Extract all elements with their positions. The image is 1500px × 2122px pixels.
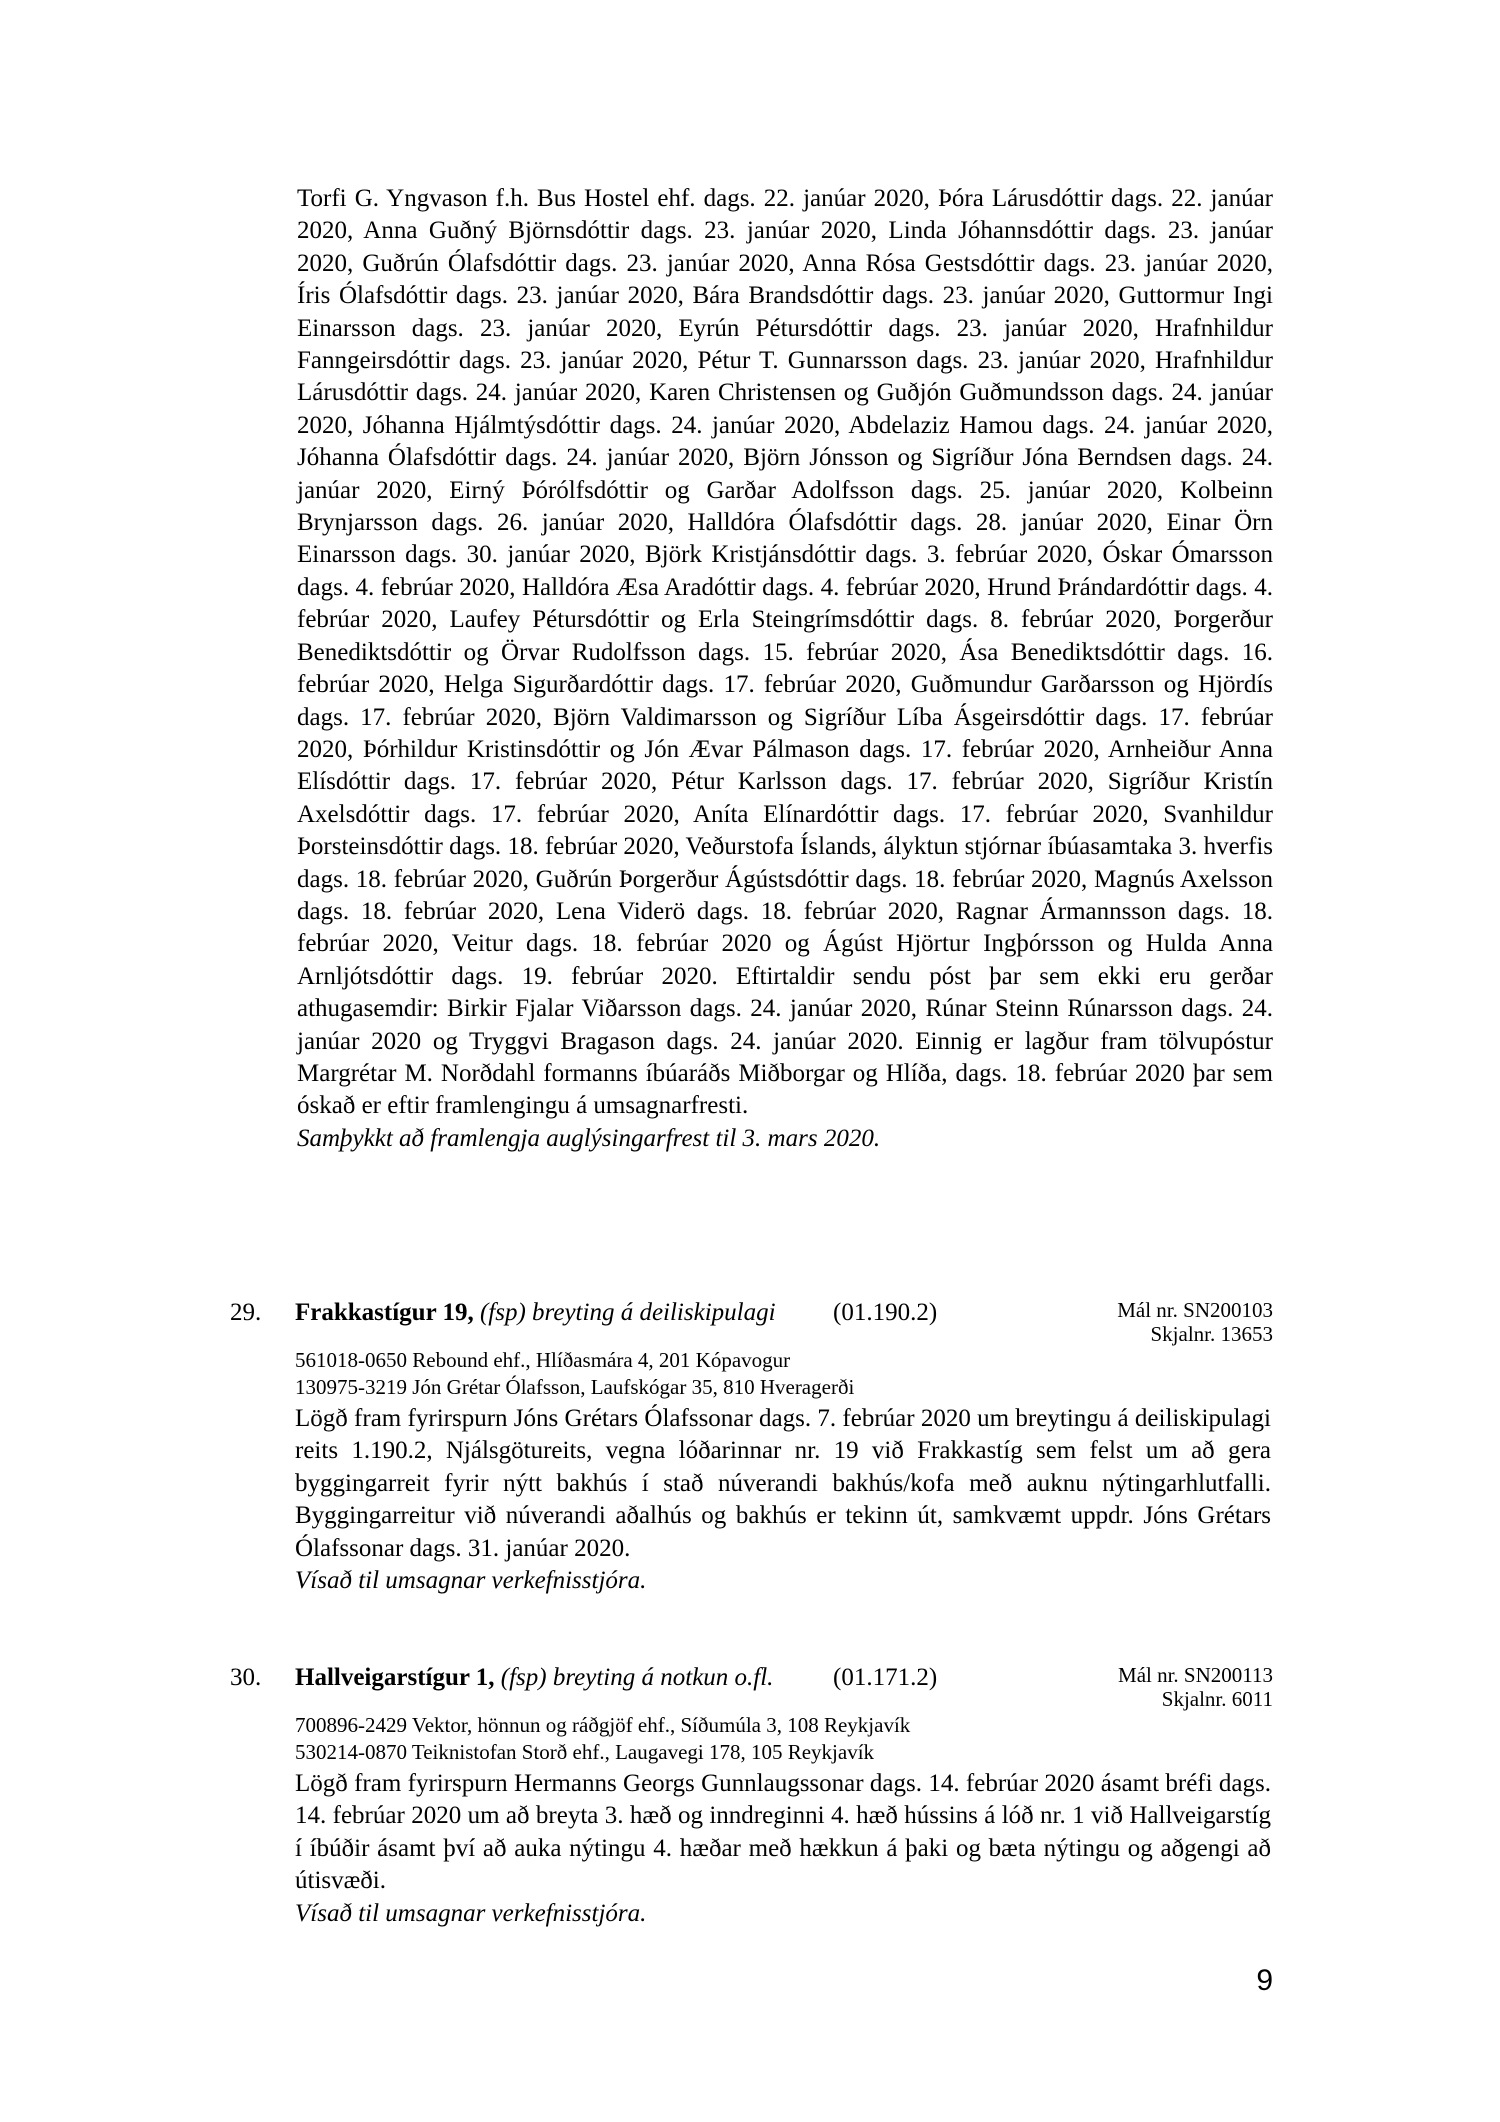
continuation-decision: Samþykkt að framlengja auglýsingarfrest til 3. mars 2020.: [297, 1124, 881, 1152]
item-30-plan-code: (01.171.2): [833, 1664, 938, 1691]
item-29-decision: Vísað til umsagnar verkefnisstjóra.: [295, 1567, 647, 1595]
item-30-case-refs: [1001, 1660, 1273, 1711]
item-30-title: [295, 1660, 833, 1695]
continuation-paragraph: Torfi G. Yngvason f.h. Bus Hostel ehf. dags. 22. janúar 2020, Þóra Lárusdóttir dags. 22. janúar 2020, Anna Guðný Björnsdóttir dags. 23. janúar 2020, Linda Jóhannsdóttir dags. 23. janúar 2020, Guðrún Ólafsdóttir dags. 23. janúar 2020, Anna Rósa Gestsdóttir dags. 23. janúar 2020, Íris Ólafsdóttir dags. 23. janúar 2020, Bára Brandsdóttir dags. 23. janúar 2020, Guttormur Ingi Einarsson dags. 23. janúar 2020, Eyrún Pétursdóttir dags. 23. janúar 2020, Hrafnhildur Fanngeirsdóttir dags. 23. janúar 2020, Pétur T. Gunnarsson dags. 23. janúar 2020, Hrafnhildur Lárusdóttir dags. 24. janúar 2020, Karen Christensen og Guðjón Guðmundsson dags. 24. janúar 2020, Jóhanna Hjálmtýsdóttir dags. 24. janúar 2020, Abdelaziz Hamou dags. 24. janúar 2020, Jóhanna Ólafsdóttir dags. 24. janúar 2020, Björn Jónsson og Sigríður Jóna Berndsen dags. 24. janúar 2020, Eirný Þórólfsdóttir og Garðar Adolfsson dags. 25. janúar 2020, Kolbeinn Brynjarsson dags. 26. janúar 2020, Halldóra Ólafsdóttir dags. 28. janúar 2020, Einar Örn Einarsson dags. 30. janúar 2020, Björk Kristjánsdóttir dags. 3. febrúar 2020, Óskar Ómarsson dags. 4. febrúar 2020, Halldóra Æsa Aradóttir dags. 4. febrúar 2020, Hrund Þrándardóttir dags. 4. febrúar 2020, Laufey Pétursdóttir og Erla Steingrímsdóttir dags. 8. febrúar 2020, Þorgerður Benediktsdóttir og Örvar Rudolfsson dags. 15. febrúar 2020, Ása Benediktsdóttir dags. 16. febrúar 2020, Helga Sigurðardóttir dags. 17. febrúar 2020, Guðmundur Garðarsson og Hjördís dags. 17. febrúar 2020, Björn Valdimarsson og Sigríður Líba Ásgeirsdóttir dags. 17. febrúar 2020, Þórhildur Kristinsdóttir og Jón Ævar Pálmason dags. 17. febrúar 2020, Arnheiður Anna Elísdóttir dags. 17. febrúar 2020, Pétur Karlsson dags. 17. febrúar 2020, Sigríður Kristín Axelsdóttir dags. 17. febrúar 2020, Aníta Elínardóttir dags. 17. febrúar 2020, Svanhildur Þorsteinsdóttir dags. 18. febrúar 2020, Veðurstofa Íslands, ályktun stjórnar íbúasamtaka 3. hverfis dags. 18. febrúar 2020, Guðrún Þorgerður Ágústsdóttir dags. 18. febrúar 2020, Magnús Axelsson dags. 18. febrúar 2020, Lena Viderö dags. 18. febrúar 2020, Ragnar Ármannsson dags. 18. febrúar 2020, Veitur dags. 18. febrúar 2020 og Ágúst Hjörtur Ingþórsson og Hulda Anna Arnljótsdóttir dags. 19. febrúar 2020. Eftirtaldir sendu póst þar sem ekki eru gerðar athugasemdir: Birkir Fjalar Viðarsson dags. 24. janúar 2020, Rúnar Steinn Rúnarsson dags. 24. janúar 2020 og Tryggvi Bragason dags. 24. janúar 2020. Einnig er lagður fram tölvupóstur Margrétar M. Norðdahl formanns íbúaráðs Miðborgar og Hlíða, dags. 18. febrúar 2020 þar sem óskað er eftir framlengingu á umsagnarfresti.: [297, 185, 1273, 1120]
item-30-body: Lögð fram fyrirspurn Hermanns Georgs Gunnlaugssonar dags. 14. febrúar 2020 ásamt bréfi dags. 14. febrúar 2020 um að breyta 3. hæð og inndreginni 4. hæð hússins á lóð nr. 1 við Hallveigarstíg í íbúðir ásamt því að auka nýtingu 4. hæðar með hækkun á þaki og bæta nýtingu og aðgengi að útisvæði.: [295, 1770, 1271, 1895]
agenda-item-29: [230, 1295, 1273, 1597]
item-30-title-type: (fsp) breyting á notkun o.fl.: [500, 1664, 774, 1691]
agenda-item-30: [230, 1660, 1273, 1930]
item-29-case-refs: [1001, 1295, 1273, 1346]
item-29-parties: [295, 1347, 1273, 1400]
item-29-case-number: Mál nr. SN200103: [1117, 1298, 1273, 1322]
party-line: 700896-2429 Vektor, hönnun og ráðgjöf ehf., Síðumúla 3, 108 Reykjavík: [295, 1713, 911, 1737]
item-30-number: 30.: [230, 1664, 262, 1691]
item-29-title-type: (fsp) breyting á deiliskipulagi: [479, 1299, 776, 1326]
party-line: 530214-0870 Teiknistofan Storð ehf., Laugavegi 178, 105 Reykjavík: [295, 1739, 875, 1764]
item-29-header: [230, 1295, 1273, 1346]
item-30-title-street: Hallveigarstígur 1,: [295, 1664, 495, 1691]
item-29-title-street: Frakkastígur 19,: [295, 1299, 474, 1326]
continuation-section: [297, 183, 1273, 1155]
party-line: 130975-3219 Jón Grétar Ólafsson, Laufskógar 35, 810 Hveragerði: [295, 1374, 855, 1399]
item-29-title: [295, 1295, 833, 1330]
item-30-header: [230, 1660, 1273, 1711]
item-29-doc-number: Skjalnr. 13653: [1150, 1321, 1273, 1346]
item-30-case-number: Mál nr. SN200113: [1118, 1663, 1273, 1687]
item-30-decision: Vísað til umsagnar verkefnisstjóra.: [295, 1899, 647, 1927]
item-30-parties: [295, 1712, 1273, 1765]
page-number: 9: [1256, 1964, 1273, 1997]
party-line: 561018-0650 Rebound ehf., Hlíðasmára 4, 201 Kópavogur: [295, 1348, 791, 1372]
item-29-plan-code: (01.190.2): [833, 1299, 938, 1326]
item-29-body: Lögð fram fyrirspurn Jóns Grétars Ólafssonar dags. 7. febrúar 2020 um breytingu á deiliskipulagi reits 1.190.2, Njálsgötureits, vegna lóðarinnar nr. 19 við Frakkastíg sem felst um að gera byggingarreit fyrir nýtt bakhús í stað núverandi bakhús/kofa með auknu nýtingarhlutfalli. Byggingarreitur við núverandi aðalhús og bakhús er tekinn út, samkvæmt uppdr. Jóns Grétars Ólafssonar dags. 31. janúar 2020.: [295, 1405, 1271, 1562]
item-30-doc-number: Skjalnr. 6011: [1161, 1686, 1273, 1711]
item-29-number: 29.: [230, 1299, 262, 1326]
